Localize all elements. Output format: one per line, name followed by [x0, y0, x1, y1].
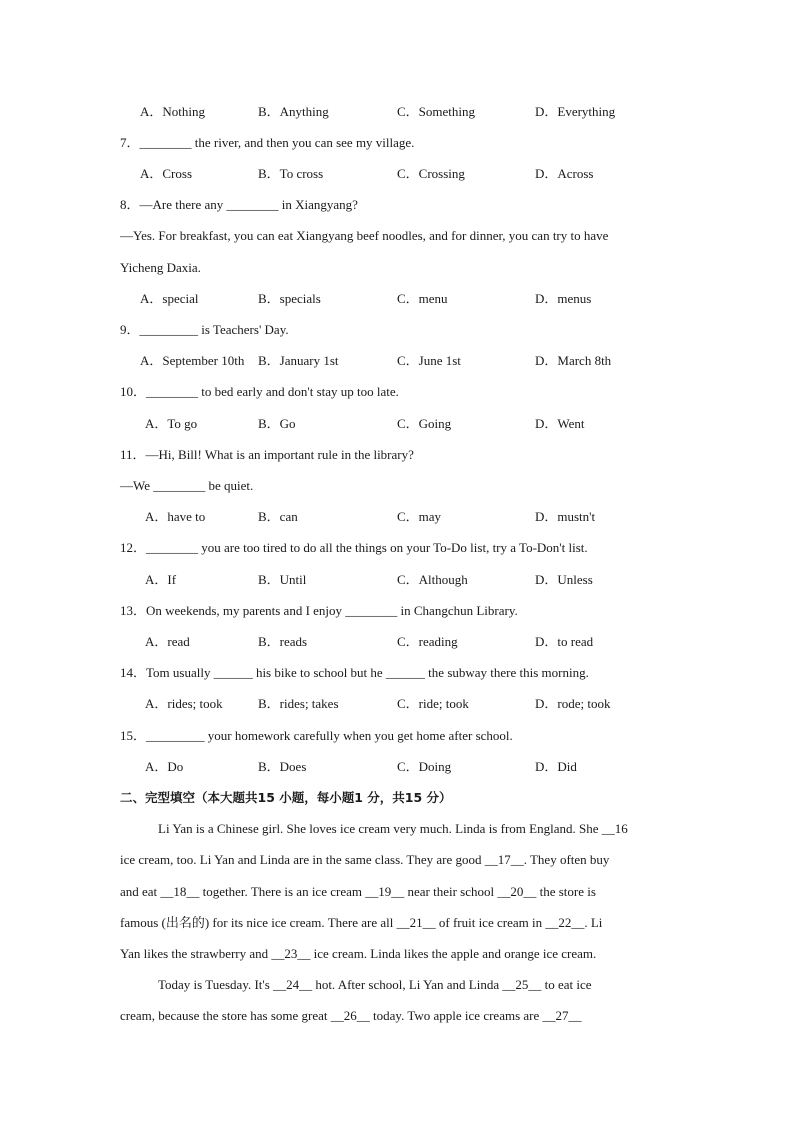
q15-option-d: D．Did [535, 759, 577, 774]
q12-stem: 12．________ you are too tired to do all the things on your To-Do list, try a To-Don't list. [120, 540, 588, 555]
q8-option-b: B．specials [258, 291, 321, 306]
q13-option-c: C．reading [397, 634, 458, 649]
q15-option-c: C．Doing [397, 759, 452, 774]
passage-line: ice cream, too. Li Yan and Linda are in the same class. They are good __17__. They often buy [120, 852, 610, 867]
q12-option-d: D．Unless [535, 572, 593, 587]
q12-option-a: A．If [145, 572, 177, 587]
q9-option-b: B．January 1st [258, 353, 339, 368]
q7-stem: 7．________ the river, and then you can see my village. [120, 135, 415, 150]
q13-stem: 13．On weekends, my parents and I enjoy ________ in Changchun Library. [120, 603, 518, 618]
q8-stem: 8．—Are there any ________ in Xiangyang? [120, 197, 358, 212]
q13-option-d: D．to read [535, 634, 594, 649]
q9-stem: 9．_________ is Teachers' Day. [120, 322, 289, 337]
q11-option-a: A．have to [145, 509, 206, 524]
q11-option-c: C．may [397, 509, 442, 524]
q12-option-c: C．Although [397, 572, 468, 587]
q8-option-c: C．menu [397, 291, 448, 306]
q14-option-a: A．rides; took [145, 696, 223, 711]
q10-option-d: D．Went [535, 416, 585, 431]
q13-option-a: A．read [145, 634, 190, 649]
q13-option-b: B．reads [258, 634, 308, 649]
q10-option-a: A．To go [145, 416, 198, 431]
passage-line: Today is Tuesday. It's __24__ hot. After school, Li Yan and Linda __25__ to eat ice [158, 977, 592, 992]
q8-option-a: A．special [140, 291, 199, 306]
q6-option-b: B．Anything [258, 104, 329, 119]
q15-option-a: A．Do [145, 759, 184, 774]
q10-option-c: C．Going [397, 416, 452, 431]
q14-option-d: D．rode; took [535, 696, 611, 711]
section-2-heading: 二、完型填空（本大题共15 小题，每小题1 分，共15 分） [120, 790, 452, 805]
passage-line: Li Yan is a Chinese girl. She loves ice cream very much. Linda is from England. She __16 [158, 821, 628, 836]
q9-option-d: D．March 8th [535, 353, 612, 368]
q12-option-b: B．Until [258, 572, 307, 587]
q11-stem: 11．—Hi, Bill! What is an important rule in the library? [120, 447, 414, 462]
q8-line-2: —Yes. For breakfast, you can eat Xiangyang beef noodles, and for dinner, you can try to have [120, 228, 609, 243]
q14-option-c: C．ride; took [397, 696, 469, 711]
q14-stem: 14．Tom usually ______ his bike to school but he ______ the subway there this morning. [120, 665, 589, 680]
q11-option-b: B．can [258, 509, 298, 524]
q11-line-2: —We ________ be quiet. [120, 478, 254, 493]
q7-option-d: D．Across [535, 166, 594, 181]
passage-line: and eat __18__ together. There is an ice cream __19__ near their school __20__ the store is [120, 884, 596, 899]
q6-option-d: D．Everything [535, 104, 616, 119]
q7-option-b: B．To cross [258, 166, 324, 181]
q6-option-c: C．Something [397, 104, 476, 119]
q15-stem: 15．_________ your homework carefully when you get home after school. [120, 728, 513, 743]
q7-option-c: C．Crossing [397, 166, 465, 181]
passage-line: famous (出名的) for its nice ice cream. There are all __21__ of fruit ice cream in __22__. Li [120, 915, 603, 930]
q7-option-a: A．Cross [140, 166, 193, 181]
passage-line: Yan likes the strawberry and __23__ ice cream. Linda likes the apple and orange ice cream. [120, 946, 597, 961]
q8-line-3: Yicheng Daxia. [120, 260, 201, 275]
q6-option-a: A．Nothing [140, 104, 206, 119]
passage-line: cream, because the store has some great __26__ today. Two apple ice creams are __27__ [120, 1008, 582, 1023]
q9-option-a: A．September 10th [140, 353, 245, 368]
q14-option-b: B．rides; takes [258, 696, 339, 711]
q10-stem: 10．________ to bed early and don't stay up too late. [120, 384, 399, 399]
q10-option-b: B．Go [258, 416, 296, 431]
q15-option-b: B．Does [258, 759, 307, 774]
q8-option-d: D．menus [535, 291, 592, 306]
q11-option-d: D．mustn't [535, 509, 596, 524]
q9-option-c: C．June 1st [397, 353, 461, 368]
